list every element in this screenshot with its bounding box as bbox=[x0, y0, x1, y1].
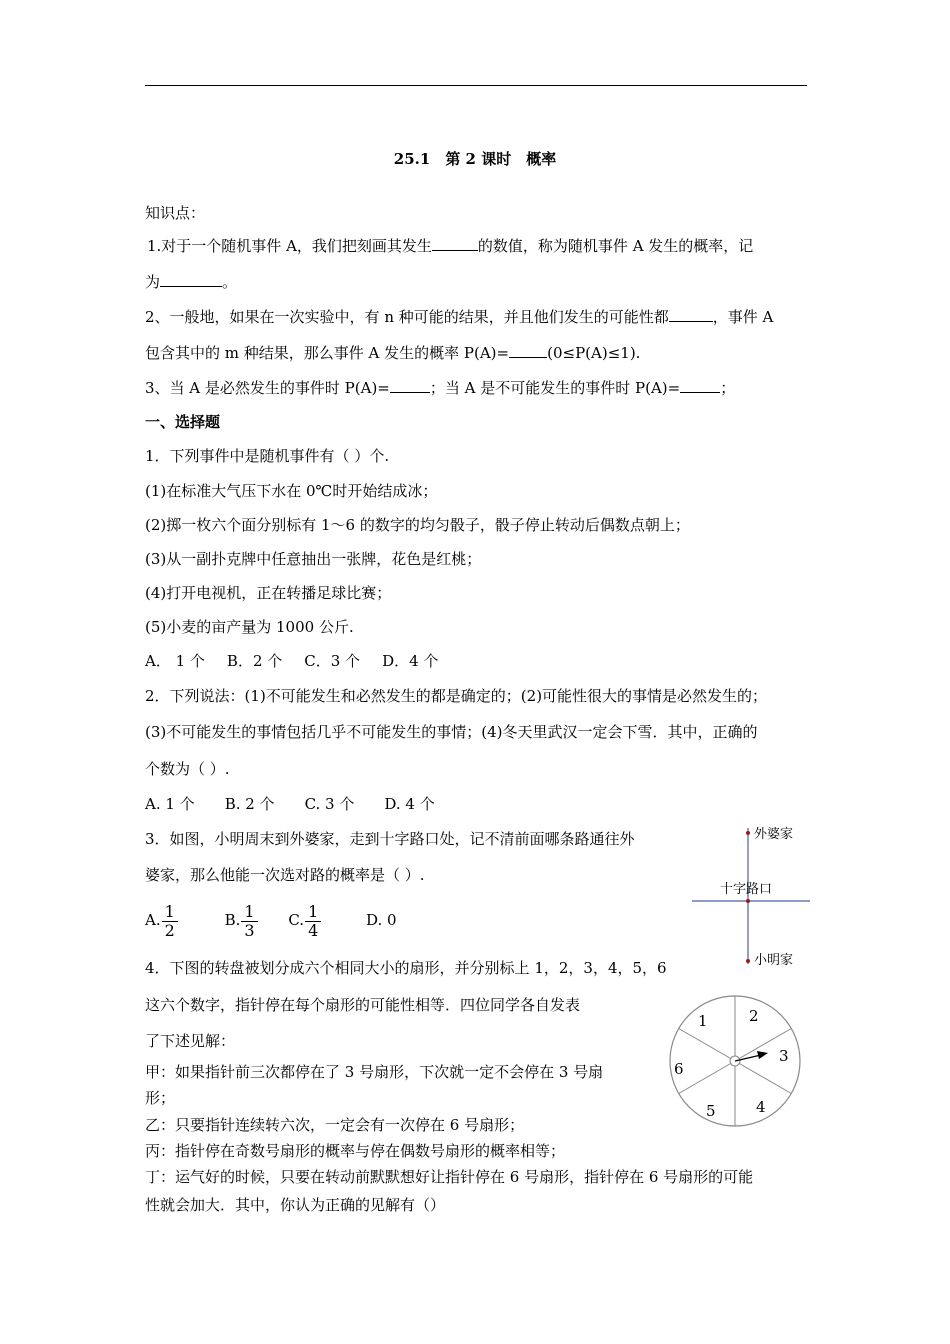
sector-label: 1 bbox=[698, 1012, 708, 1030]
knowledge-point-2-cont: 包含其中的 m 种结果，那么事件 A 发生的概率 P(A)= (0≤P(A)≤1). bbox=[145, 344, 641, 362]
page-title: 25.1 第 2 课时 概率 bbox=[393, 150, 557, 168]
q3-options bbox=[145, 900, 397, 940]
opinion-jia: 甲：如果指针前三次都停在了 3 号扇形，下次就一定不会停在 3 号扇 bbox=[145, 1063, 604, 1081]
start-dot bbox=[746, 959, 750, 963]
answer-blank[interactable] bbox=[509, 343, 547, 358]
option-b[interactable]: B．2 个 bbox=[226, 652, 283, 670]
destination-dot bbox=[746, 831, 750, 835]
q1-item: (1)在标准大气压下水在 0℃时开始结成冰； bbox=[145, 482, 438, 500]
fraction-one-quarter: $\frac{1}{4}$ bbox=[305, 903, 321, 940]
knowledge-point-3: 3、当 A 是必然发生的事件时 P(A)= ；当 A 是不可能发生的事件时 P(A)= ； bbox=[145, 379, 736, 397]
q2-line: (3)不可能发生的事情包括几乎不可能发生的事情；(4)冬天里武汉一定会下雪．其中，正确的 bbox=[145, 723, 758, 741]
sector-label: 6 bbox=[674, 1060, 684, 1078]
option-d[interactable]: D. 0 bbox=[366, 911, 397, 929]
q3-line: 婆家，那么他能一次选对路的概率是（ ）. bbox=[145, 866, 425, 884]
option-d[interactable]: D. 4 个 bbox=[384, 795, 435, 813]
q3-line: 3．如图，小明周末到外婆家，走到十字路口处，记不清前面哪条路通往外 bbox=[145, 830, 635, 848]
fraction-one-half: $\frac{1}{2}$ bbox=[162, 903, 178, 940]
option-c[interactable]: C. $\frac{1}{4}$ bbox=[288, 911, 321, 929]
answer-blank[interactable] bbox=[432, 236, 478, 251]
q2-line: 2．下列说法：(1)不可能发生和必然发生的都是确定的；(2)可能性很大的事情是必然发生的； bbox=[145, 687, 768, 705]
knowledge-point-1-cont: 为 。 bbox=[145, 273, 238, 291]
sector-divider bbox=[679, 1061, 735, 1094]
answer-blank[interactable] bbox=[669, 307, 713, 322]
opinion-ding-cont: 性就会加大．其中，你认为正确的见解有（） bbox=[145, 1196, 446, 1214]
pointer-arrowhead bbox=[757, 1051, 768, 1059]
q2-options bbox=[145, 794, 457, 814]
answer-blank[interactable] bbox=[680, 378, 720, 393]
opinion-yi: 乙：只要指针连续转六次，一定会有一次停在 6 号扇形； bbox=[145, 1116, 525, 1134]
label-crossroad: 十字路口 bbox=[720, 882, 773, 897]
opinion-bing: 丙：指针停在奇数号扇形的概率与停在偶数号扇形的概率相等； bbox=[145, 1142, 566, 1160]
knowledge-point-2: 2、一般地，如果在一次实验中，有 n 种可能的结果，并且他们发生的可能性都 ，事件 A bbox=[145, 308, 774, 326]
q1-item: (4)打开电视机，正在转播足球比赛； bbox=[145, 584, 392, 602]
option-b[interactable]: B. 2 个 bbox=[224, 795, 275, 813]
q1-stem: 1．下列事件中是随机事件有（ ）个. bbox=[145, 447, 390, 465]
opinion-ding: 丁：运气好的时候，只要在转动前默默想好让指针停在 6 号扇形，指针停在 6 号扇形的可能 bbox=[145, 1168, 754, 1186]
knowledge-heading: 知识点： bbox=[145, 204, 206, 222]
spinner-diagram bbox=[664, 990, 806, 1132]
label-xiaoming-home: 小明家 bbox=[754, 953, 794, 968]
q4-line: 了下述见解： bbox=[145, 1032, 236, 1050]
option-c[interactable]: C．3 个 bbox=[304, 652, 361, 670]
option-a[interactable]: A． 1 个 bbox=[145, 652, 205, 670]
answer-blank[interactable] bbox=[160, 272, 222, 287]
section-heading: 一、选择题 bbox=[145, 413, 221, 431]
header-rule bbox=[145, 85, 807, 86]
crossroad-dot bbox=[746, 899, 750, 903]
sector-label: 2 bbox=[749, 1007, 759, 1025]
sector-divider bbox=[679, 1029, 735, 1062]
q1-item: (2)掷一枚六个面分别标有 1～6 的数字的均匀骰子，骰子停止转动后偶数点朝上； bbox=[145, 516, 690, 534]
q4-line: 这六个数字，指针停在每个扇形的可能性相等．四位同学各自发表 bbox=[145, 996, 581, 1014]
sector-label: 3 bbox=[779, 1047, 789, 1065]
q4-line: 4．下图的转盘被划分成六个相同大小的扇形，并分别标上 1，2，3，4，5，6 bbox=[145, 959, 667, 977]
option-d[interactable]: D．4 个 bbox=[382, 652, 439, 670]
sector-label: 5 bbox=[706, 1102, 716, 1120]
crossroad-diagram bbox=[688, 820, 814, 970]
option-c[interactable]: C. 3 个 bbox=[304, 795, 355, 813]
option-b[interactable]: B. $\frac{1}{3}$ bbox=[225, 911, 258, 929]
answer-blank[interactable] bbox=[390, 378, 430, 393]
sector-label: 4 bbox=[756, 1098, 766, 1116]
q2-line: 个数为（ ）. bbox=[145, 760, 230, 778]
q1-item: (3)从一副扑克牌中任意抽出一张牌，花色是红桃； bbox=[145, 550, 482, 568]
label-grandma-home: 外婆家 bbox=[754, 827, 794, 842]
fraction-one-third: $\frac{1}{3}$ bbox=[241, 903, 257, 940]
option-a[interactable]: A. 1 个 bbox=[145, 795, 195, 813]
q1-item: (5)小麦的亩产量为 1000 公斤. bbox=[145, 618, 354, 636]
knowledge-point-1: 1.对于一个随机事件 A，我们把刻画其发生 的数值，称为随机事件 A 发生的概率，记 bbox=[147, 237, 754, 255]
option-a[interactable]: A. $\frac{1}{2}$ bbox=[145, 911, 178, 929]
opinion-jia-cont: 形； bbox=[145, 1089, 176, 1107]
sector-divider bbox=[735, 1061, 791, 1094]
q1-options bbox=[145, 651, 460, 671]
